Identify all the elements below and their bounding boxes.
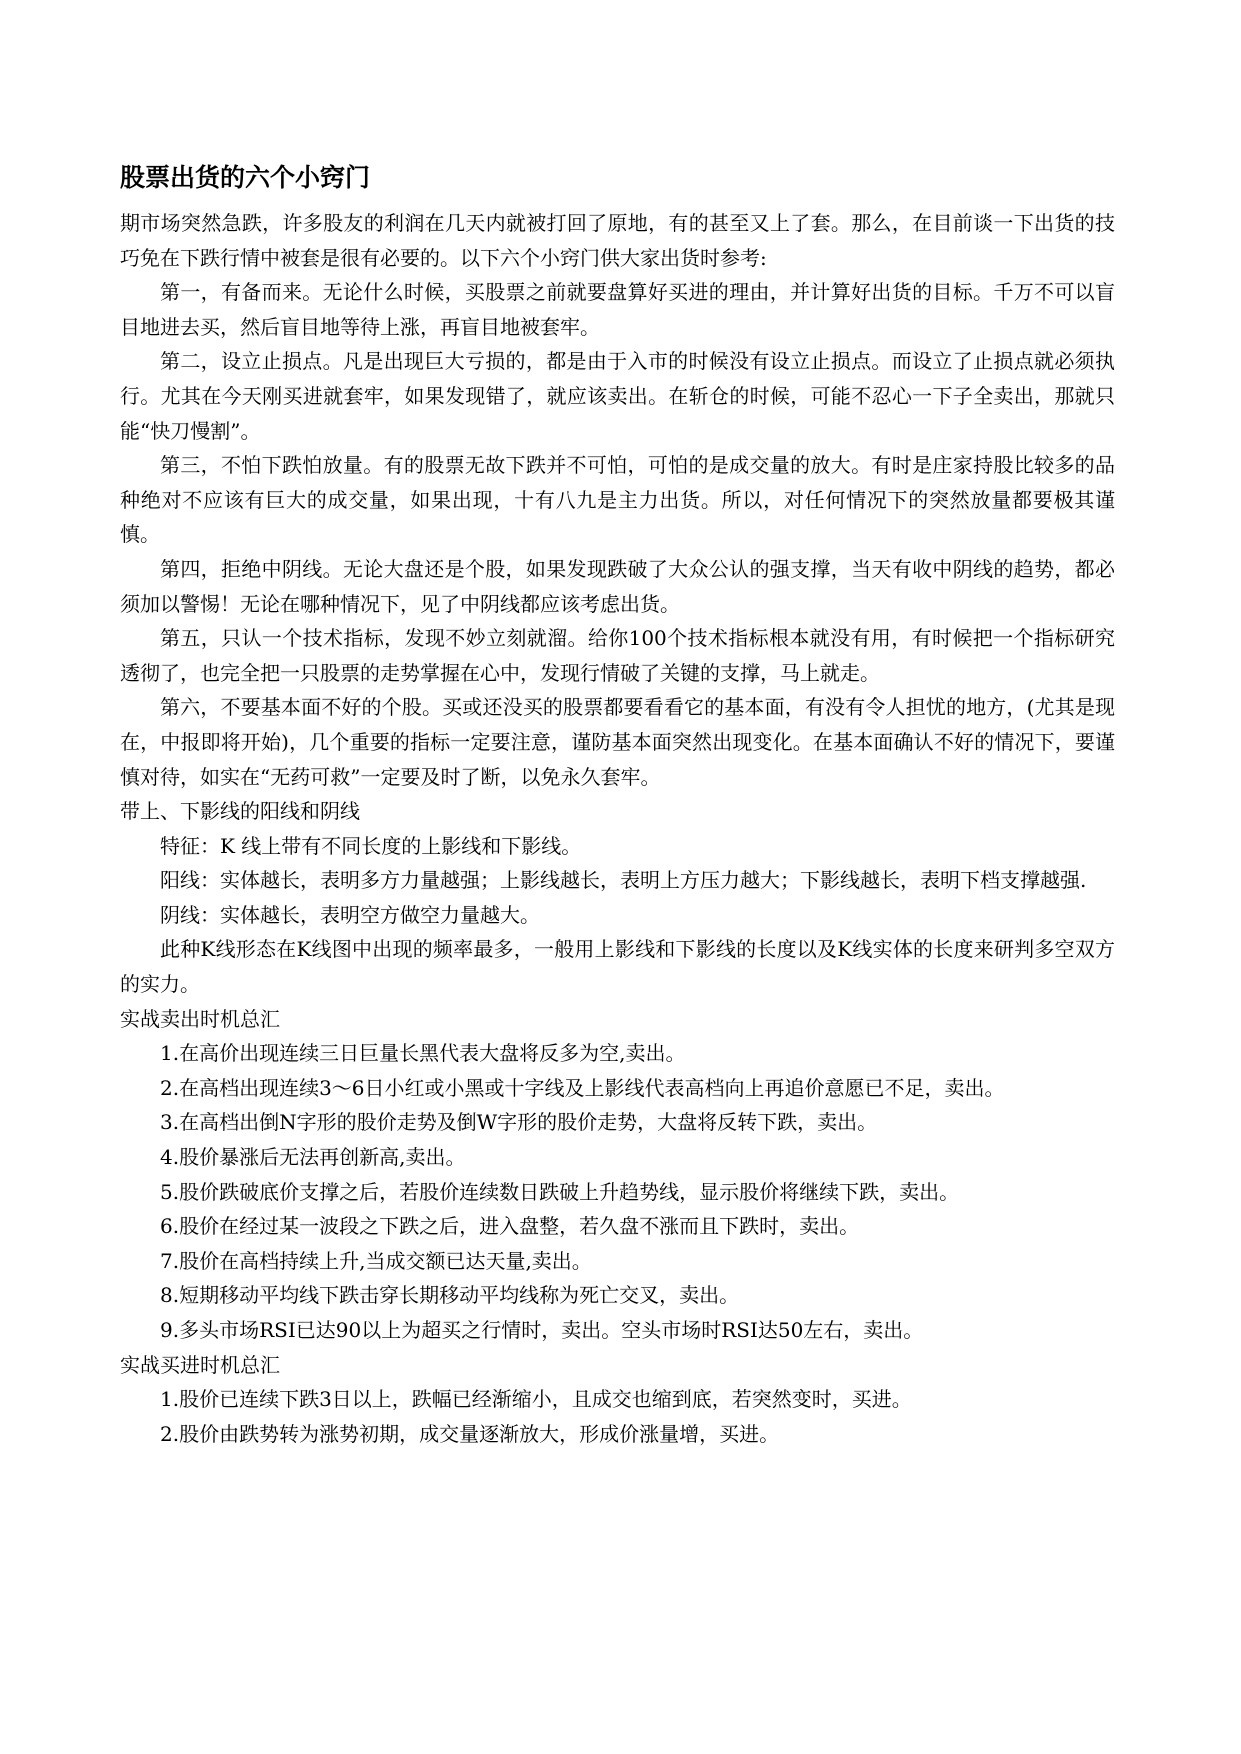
body-paragraph: 第一，有备而来。无论什么时候，买股票之前就要盘算好买进的理由，并计算好出货的目标。千万不可以盲目地进去买，然后盲目地等待上涨，再盲目地被套牢。 <box>120 280 1115 339</box>
body-paragraph: 6.股价在经过某一波段之下跌之后，进入盘整，若久盘不涨而且下跌时，卖出。 <box>160 1214 860 1239</box>
body-paragraph: 第三，不怕下跌怕放量。有的股票无故下跌并不可怕，可怕的是成交量的放大。有时是庄家持股比较多的品种绝对不应该有巨大的成交量，如果出现，十有八九是主力出货。所以，对任何情况下的突然放量都要极其谨慎。 <box>120 453 1115 547</box>
body-paragraph: 4.股价暴涨后无法再创新高,卖出。 <box>160 1145 466 1170</box>
body-paragraph: 第四，拒绝中阴线。无论大盘还是个股，如果发现跌破了大众公认的强支撑，当天有收中阴线的趋势，都必须加以警惕！无论在哪种情况下，见了中阴线都应该考虑出货。 <box>120 556 1115 616</box>
body-paragraph: 此种K线形态在K线图中出现的频率最多，一般用上影线和下影线的长度以及K线实体的长度来研判多空双方的实力。 <box>120 937 1115 997</box>
body-paragraph: 1.在高价出现连续三日巨量长黑代表大盘将反多为空,卖出。 <box>160 1041 686 1066</box>
body-paragraph: 第二，设立止损点。凡是出现巨大亏损的，都是由于入市的时候没有设立止损点。而设立了止损点就必须执行。尤其在今天刚买进就套牢，如果发现错了，就应该卖出。在斩仓的时候，可能不忍心一下子全卖出，那就只能“快刀慢割”。 <box>120 349 1115 443</box>
body-paragraph: 第六，不要基本面不好的个股。买或还没买的股票都要看看它的基本面，有没有令人担忧的地方，(尤其是现在，中报即将开始)，几个重要的指标一定要注意，谨防基本面突然出现变化。在基本面确认不好的情况下，要谨慎对待，如实在“无药可救”一定要及时了断，以免永久套牢。 <box>120 695 1115 789</box>
document-title: 股票出货的六个小窍门 <box>120 163 371 192</box>
body-paragraph: 1.股价已连续下跌3日以上，跌幅已经渐缩小，且成交也缩到底，若突然变时，买进。 <box>160 1387 912 1412</box>
body-paragraph: 2.在高档出现连续3～6日小红或小黑或十字线及上影线代表高档向上再追价意愿已不足，卖出。 <box>160 1075 1005 1100</box>
body-paragraph: 3.在高档出倒N字形的股价走势及倒W字形的股价走势，大盘将反转下跌，卖出。 <box>160 1110 878 1135</box>
section-paragraph: 实战买进时机总汇 <box>120 1352 280 1377</box>
section-paragraph: 期市场突然急跌，许多股友的利润在几天内就被打回了原地，有的甚至又上了套。那么，在目前谈一下出货的技巧免在下跌行情中被套是很有必要的。以下六个小窍门供大家出货时参考: <box>120 211 1115 270</box>
body-paragraph: 9.多头市场RSI已达90以上为超买之行情时，卖出。空头市场时RSI达50左右，卖出。 <box>160 1318 924 1342</box>
body-paragraph: 5.股价跌破底价支撑之后，若股价连续数日跌破上升趋势线，显示股价将继续下跌，卖出。 <box>160 1179 960 1204</box>
body-paragraph: 8.短期移动平均线下跌击穿长期移动平均线称为死亡交叉，卖出。 <box>160 1283 740 1308</box>
body-paragraph: 阴线：实体越长，表明空方做空力量越大。 <box>160 902 540 927</box>
section-paragraph: 带上、下影线的阳线和阴线 <box>120 799 360 824</box>
body-paragraph: 2.股价由跌势转为涨势初期，成交量逐渐放大，形成价涨量增，买进。 <box>160 1421 780 1446</box>
body-paragraph: 阳线：实体越长，表明多方力量越强；上影线越长，表明上方压力越大；下影线越长，表明下档支撑越强. <box>160 868 1087 893</box>
document-body <box>120 160 1115 1451</box>
body-paragraph: 第五，只认一个技术指标，发现不妙立刻就溜。给你100个技术指标根本就没有用，有时候把一个指标研究透彻了，也完全把一只股票的走势掌握在心中，发现行情破了关键的支撑，马上就走。 <box>120 626 1115 685</box>
body-paragraph: 7.股价在高档持续上升,当成交额已达天量,卖出。 <box>160 1248 592 1273</box>
body-paragraph: 特征：K 线上带有不同长度的上影线和下影线。 <box>160 833 582 858</box>
section-paragraph: 实战卖出时机总汇 <box>120 1006 280 1031</box>
paragraph-list <box>120 206 1115 1451</box>
